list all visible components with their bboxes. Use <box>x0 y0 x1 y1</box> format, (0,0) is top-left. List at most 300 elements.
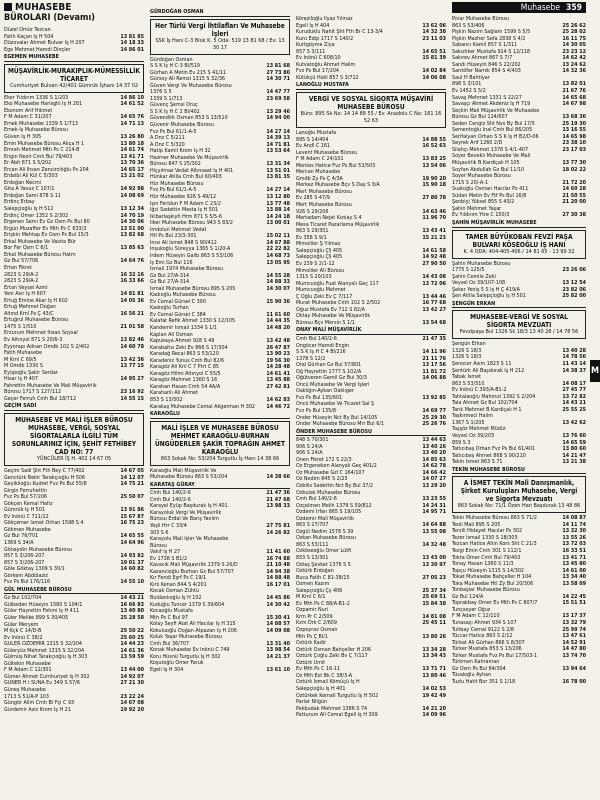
listing-name: Ergün Muzaffer Ev Mth Ps C 633/3 <box>4 225 87 232</box>
listing-phone: 13 12 54 <box>562 280 586 287</box>
listing-name: Kokuluoğlu Doğan Atpazarı İş H 206 <box>150 627 237 634</box>
listing-name: Kadıoğlu Muhasebe Bürosu <box>150 292 216 299</box>
listing-phone: 27 90 50 <box>422 260 446 267</box>
listing-phone: 25 26 76 <box>422 421 446 428</box>
listing-phone: 14 61 52 <box>120 101 144 108</box>
listing-name: Emin Muhasebe Bürosu Akça H 1 <box>4 140 85 147</box>
listing-name: Güngör Alim Cmh Bl Fçi C 93 <box>4 700 75 707</box>
listing-phone: 16 52 63 <box>422 143 446 150</box>
listing-name: Gz Bul 27/A-314 <box>150 272 190 279</box>
listing-phone: 13 44 46 <box>422 293 446 300</box>
listing-name: Özköseoğlu Ömer Lütfi <box>296 548 352 555</box>
listing-name: Ertan Veysel Azmi <box>4 284 48 291</box>
listing-name: Htl Ps Bul 23/3-301 <box>150 233 197 240</box>
listing-phone: 11 81 72 <box>422 368 446 375</box>
listing-phone: 13 34 28 <box>422 646 446 653</box>
listing-name: Düzel Ömür Tezcan <box>4 27 51 33</box>
listing-entry <box>452 459 586 466</box>
listing-phone: 13 58 09 <box>562 580 586 587</box>
listing-name: 906 S 24/A <box>296 443 323 450</box>
display-ad-box <box>4 413 144 466</box>
listing-name: Veysel Öz 39/107-108 <box>452 280 506 287</box>
listing-name: Fahrettin Muhasebe Ve Mali Müşavirlik <box>4 382 97 389</box>
listing-name: Emek Muhasebe 1339 S 1/713 <box>4 120 79 127</box>
listing-name: Gürsoy Ali Remzi 1315 S 32/36 <box>150 76 226 83</box>
listing-name: Tala Ahmet Gz Bul 102/704 <box>452 400 518 407</box>
listing-name: İkibarlaşkıyh Hrm 871 S 5/5-6 <box>150 213 222 220</box>
listing-name: F M Adam C 12/110 <box>452 613 500 620</box>
listing-name: Göle Göktay 1309 S 30/1 <box>4 566 65 573</box>
listing-phone: 14 61 58 <box>422 247 446 254</box>
listing-phone: 14 86 01 <box>120 46 144 53</box>
listing-name: Kalafat Refik Ahmet 1330 S 12/105 <box>150 318 236 325</box>
listing-name: 863 S 53/111 <box>296 541 329 548</box>
listing-phone: 15 51 51 <box>562 600 586 607</box>
listing-name: 863 S 27/707 <box>296 522 329 529</box>
section-heading: GÜRDOĞAN OSMAN <box>150 9 290 17</box>
listing-name: Gz Bul 124/A <box>452 593 484 600</box>
ad-title: MUHASEBE VE MALİ İŞLER BÜROSU MUHASEBE, VERGİ, SOSYAL SİGORTALARLA İLGİLİ TÜM SORUNLARINIZ İÇİN, ŞEHİT FETHİBEY CAD NO: 77 <box>11 415 137 456</box>
listing-phone: 25 28 02 <box>562 29 586 36</box>
listing-phone: 26 47 87 <box>266 344 290 351</box>
listing-phone: 13 80 26 <box>422 633 446 640</box>
listing-name: Ev Mth Ps C 16-11 <box>296 666 341 673</box>
listing-name: Şeker Yeniş 5 S İş H Ç 419/A <box>452 286 520 293</box>
listing-phone: 15 67 87 <box>120 513 144 520</box>
listing-name: Sandı Hüseyin 846 S 22/202 <box>452 61 521 68</box>
listing-phone: 13 42 62 <box>562 419 586 426</box>
listing-phone: 14 95 71 <box>422 509 446 516</box>
listing-entry <box>150 474 290 481</box>
listing-name: Gürhan A Metin Ev 215 S 41/11 <box>150 69 227 76</box>
listing-name: 857 S 3/206-207 <box>4 559 45 566</box>
listing-phone: 13 81 35 <box>266 174 290 181</box>
listing-phone: 13 17 56 <box>422 362 446 369</box>
listing-name: Salepçioğlu Ç§ 405 <box>296 247 343 254</box>
listing-phone: 13 80 46 <box>422 672 446 679</box>
listing-phone: 15 81 39 <box>422 55 446 62</box>
listing-name: Cmh Bul 140/2-6 <box>296 496 337 503</box>
listing-phone: 25 37 34 <box>422 587 446 594</box>
listing-phone: 14 47 80 <box>562 646 586 653</box>
listing-name: Kadıoğlu Turhan <box>150 305 189 312</box>
listing-name: Hatip Kamil Krom İş H 32 <box>150 148 211 155</box>
listing-name: 863 S 53/510 <box>452 380 485 387</box>
listing-phone: 14 07 27 <box>422 476 446 483</box>
listing-name: Şahin Cemile Zeki <box>452 273 496 280</box>
listing-name: Öz Nedim 845 S 2/23 <box>296 476 348 483</box>
listing-name: Mertadam Nejat Kızılay S 4 <box>296 215 362 222</box>
listing-entry <box>296 421 446 428</box>
listing-phone: 14 02 53 <box>422 685 446 692</box>
listing-phone: 13 32 79 <box>562 620 586 627</box>
section-heading: ŞENGÜN ERKAN <box>452 301 586 309</box>
listing-name: Türker Mustafa 853 S 13/206 <box>452 646 522 653</box>
listing-name: Egeli İş H 404 <box>296 22 330 29</box>
listing-name: Cmh Bul 140/2-6 <box>150 490 191 497</box>
listing-name: Kırlı Kenan 844 S 4/201 <box>150 581 207 588</box>
listing-name: Türkat Ali Gürhan 866 S 8/307 <box>452 639 525 646</box>
listing-phone: 14 65 76 <box>120 114 144 121</box>
listing-phone: 14 88 33 <box>266 279 290 286</box>
listing-name: 1339 S 1/713 <box>150 95 183 102</box>
listing-name: 1367 S 1/205 <box>452 419 485 426</box>
listing-phone: 14 21 20 <box>422 705 446 712</box>
listing-phone: 23 82 06 <box>562 286 586 293</box>
listing-phone: 14 48 20 <box>266 324 290 331</box>
listing-phone: 14 09 08 <box>266 627 290 634</box>
listing-phone: 11 43 14 <box>562 360 586 367</box>
listing-phone: 25 29 30 <box>422 414 446 421</box>
listing-phone: 13 42 27 <box>422 306 446 313</box>
listing-phone: 25 26 62 <box>562 22 586 29</box>
listing-name: İsmail 1974 Muhasebe Bürosu <box>150 266 224 273</box>
listing-name: M Krnl C 6/1 <box>296 594 326 601</box>
listing-name: Bürosu Bçv Mersin S 1/1 <box>296 319 355 326</box>
listing-phone: 21 47 35 <box>422 335 446 342</box>
listing-phone: 13 54 06 <box>422 162 446 169</box>
heading-title-line1: MUHASEBE <box>15 2 72 13</box>
section-heading: LANOĞLU MUSTAFA <box>296 82 446 90</box>
listing-phone: 14 92 48 <box>422 254 446 261</box>
listing-name: Karadeniz Yunus Cmh Bul 82/6 <box>150 357 225 364</box>
listing-phone: 13 40 20 <box>422 450 446 457</box>
listing-name: 1775 S 125/5 <box>452 267 485 274</box>
listing-name: Öz Mth Est Bk C 38/3-A <box>296 672 353 679</box>
listing-name: Bürosu 847 S 25/302 <box>150 161 201 168</box>
listing-phone: 14 55 15 <box>120 395 144 402</box>
listing-name: Toprakbay Ömer Ev Mth Ps C 807/7 <box>452 600 538 607</box>
listing-name: Ercan Ali İhsan Zencirciöğlu Ps 204 <box>4 166 89 173</box>
listing-entry <box>4 579 144 586</box>
listing-name: Özmen Kazım <box>296 581 330 588</box>
listing-name: 1378 S 12/2 <box>296 355 326 362</box>
listing-name: Şenocer Asım 1823 S 11 <box>452 360 512 367</box>
listing-phone: 23 69 58 <box>266 95 290 102</box>
listing-name: Soyer Beveklı Muhasebe Ve Mali <box>452 153 531 160</box>
listing-name: Güleryüz Mehmet 1315 S 32/204 <box>4 647 85 654</box>
listing-name: Müşavirlik B Kardiçalı H 105 <box>452 160 520 167</box>
listing-name: 1376 S 5 <box>150 89 172 96</box>
listing-name: Yeşil Hrr C 33/4 <box>150 523 187 529</box>
section-heading: KARAOĞLU <box>150 411 290 419</box>
listing-name: Kazancioğlu Burhan Gz Bul 57/707 <box>150 568 234 575</box>
listing-name: Mesa Ticaret Pazarlama Müşavirlik <box>296 221 380 228</box>
listing-name: Cmh Bul 36/707 <box>150 640 190 647</box>
listing-name: Salepçioğlu İş H 401 <box>296 685 346 692</box>
listing-name: 857 S 3/206-207 <box>4 553 45 560</box>
listing-phone: 22 22 82 <box>266 246 290 253</box>
listing-phone: 13 51 00 <box>120 225 144 232</box>
listing-phone: 14 26 82 <box>266 529 290 536</box>
ad-details: YÜNCÜLER İŞ H. 402 14 67 05 <box>36 455 112 462</box>
listing-name: Tahtalaoğlu Mahmut 1392 S 2/204 <box>452 393 536 400</box>
listing-phone: 13 40 80 <box>120 608 144 615</box>
display-ad-box <box>296 92 446 128</box>
listing-name: Soyer Muhasebe Bürosu <box>452 173 511 180</box>
listing-name: Salepçioğlu Iş H 512 <box>4 206 54 213</box>
listing-phone: 13 42 48 <box>266 338 290 345</box>
listing-name: Konak Muhasebe Ev İnönü C 749 <box>150 647 230 654</box>
listing-name: 926 S 29/206 <box>296 208 329 215</box>
listing-name: Özdemir Mali Müşavirlik <box>296 515 354 522</box>
listing-phone: 14 55 10 <box>120 579 144 586</box>
listing-name: Levent Muhasebe Bürosu <box>296 149 358 156</box>
listing-name: Ev 1738 S B1/2 <box>150 555 188 562</box>
listing-phone: 14 65 59 <box>562 439 586 446</box>
listing-name: Gümer Ahmet Cumhuriyet İş H 302 <box>4 673 90 680</box>
listing-name: Öncü Muhasebe Ve Vergi İşleri <box>296 381 370 388</box>
listing-name: Ertan Fikret <box>4 264 32 271</box>
listing-phone: 25 28 58 <box>120 615 144 622</box>
listing-phone: 14 65 98 <box>562 133 586 140</box>
listing-name: Emrah Mehmet Mth Ps C 214-B <box>4 147 80 154</box>
listing-phone: 14 46 72 <box>266 403 290 410</box>
listing-phone: 13 62 06 <box>422 22 446 29</box>
listing-phone: 14 18 33 <box>120 40 144 47</box>
listing-name: Karaoğlu Mali Müşavirlik Ve <box>150 467 217 474</box>
listing-phone: 13 32 30 <box>562 528 586 535</box>
listing-name: Taşkırmeci Halim <box>452 413 493 420</box>
listing-phone: 16 78 00 <box>562 678 586 685</box>
listing-phone: 19 01 37 <box>120 559 144 566</box>
listing-name: İğci Sadettin Mesta İş H 501 <box>150 207 218 214</box>
listing-name: Kutvatoğlu Ahmet Halim <box>296 61 356 68</box>
listing-name: Bürosu Gz Bul 124/607 <box>452 114 508 121</box>
listing-name: Taşşöz Mehmet Müdür <box>452 426 506 433</box>
listing-name: Gz Bul 27/A-314 <box>150 279 190 286</box>
listing-name: Ertuğ Mehmet Doğan <box>4 304 56 311</box>
listing-name: Kolay Seyfi Atat Ali Hacılar İş H 315 <box>150 621 236 628</box>
listing-name: Karagöz Mehmet 1360 S 16 <box>150 377 218 384</box>
listing-phone: 13 74 70 <box>562 652 586 659</box>
display-ad-box <box>4 64 144 93</box>
listing-name: GÜNER H İ SUNA Ev 349 S 57/6 <box>4 680 80 687</box>
listing-phone: 27 80 78 <box>422 195 446 202</box>
listing-phone: 14 95 27 <box>120 376 144 383</box>
alphabet-tab[interactable]: M <box>590 360 600 382</box>
listing-name: Kütükçü Halil 857 S 3/712 <box>296 74 359 81</box>
listing-phone: 13 55 08 <box>422 528 446 535</box>
listing-name: Eker Yıldırım 1336 S 1/203 <box>4 94 69 101</box>
listing-phone: 14 61 36 <box>120 647 144 654</box>
listing-phone: 13 31 40 <box>266 640 290 647</box>
listing-name: Tunçsoyer Oğuz <box>452 606 491 613</box>
listing-name: Yeni Asır İş H 607 <box>4 291 46 298</box>
listing-name: Tuhbay Cemal 9122 S 2/8 <box>452 626 515 633</box>
listing-name: Öztürkek Kemali Turgutlu İş H 502 <box>296 692 379 699</box>
listing-name: Muhasebe Bürosu 863 S 53/204 <box>150 474 228 481</box>
listing-phone: 14 62 78 <box>422 463 446 470</box>
listing-phone: 25 50 07 <box>120 494 144 501</box>
listing-phone: 14 94 00 <box>266 115 290 122</box>
listing-name: İnce Ali İsmet 848 S 90/412 <box>150 239 217 246</box>
listing-phone: 14 65 55 <box>120 533 144 540</box>
listing-phone: 14 75 21 <box>120 481 144 488</box>
page-number: 359 <box>566 2 582 13</box>
listing-entry <box>4 47 144 54</box>
listing-name: Gökçen Kemal Hafız <box>4 500 53 507</box>
listing-name: Geyiklioğlu Kudret Fvz Ps Bul 55/8 <box>4 481 87 488</box>
listing-name: İmdolun Mehmet Vedat <box>150 226 207 233</box>
ad-details: K. 4 ODA: 404-405-406 / 14 81 65 - 13 99 32 <box>463 248 575 255</box>
listing-name: Öral Gürhan Gz Bul 57/801 <box>296 362 362 369</box>
listing-name: Özpamir Nuri <box>296 607 329 614</box>
listing-name: Karayolu Mali İşler Ve Muhasebe <box>150 536 229 543</box>
listing-phone: 13 72 03 <box>562 541 586 548</box>
listing-name: Hür Muhasebe Bürosu <box>150 180 204 187</box>
listing-name: Öztürk Çoğlu Zeki Bv Ç 7/117 <box>296 653 368 660</box>
listing-phone: 13 34 40 <box>562 574 586 581</box>
listing-name: Emek-İş Muhasebe Bürosu <box>4 127 69 134</box>
listing-phone: 21 20 00 <box>562 199 586 206</box>
section-heading: EGEMEN MUHASEBE <box>4 54 144 62</box>
listing-phone: 13 45 80 <box>562 561 586 568</box>
ad-details: 863 Sokak No: 53/204 Turgutlu İş Hanı 14 38 66 <box>160 455 280 462</box>
listing-name: Ev 358 S 9/1 <box>296 234 327 241</box>
listing-name: Köreziloğlu İlyaz Yılmaz <box>296 16 353 22</box>
listing-name: Topçu Hüseyin 1315 S 14/302 <box>452 567 524 574</box>
listing-name: Erdinç Ömer 1352 S 2/302 <box>4 212 69 219</box>
listing-phone: 14 44 23 <box>120 641 144 648</box>
listing-name: Ev Cemal Gürsel C 300 <box>150 298 206 305</box>
listing-phone: 16 11 75 <box>562 35 586 42</box>
listing-phone: 14 21 37 <box>266 653 290 660</box>
listing-name: Hünkar Atilla Cmh Bul 60/403 <box>150 174 222 181</box>
listing-phone: 13 71 71 <box>422 666 446 673</box>
listing-phone: 13 82 68 <box>120 232 144 239</box>
listing-phone: 19 90 20 <box>422 175 446 182</box>
listing-name: Pişkin Mazher Sefa 2838 S 4/2 <box>452 35 526 42</box>
listing-name: Savaş Mehmet 1331 S 22/27 <box>452 94 522 101</box>
listing-phone: 13 81 68 <box>266 63 290 70</box>
listing-name: Ertuğ Emine Akar İş H 602 <box>4 297 68 304</box>
listing-name: Fvz Ps Bul 61/1-A-5 <box>150 187 197 194</box>
listing-name: İş Emi Gz Bul 116 <box>150 259 193 266</box>
listing-name: M Kçk C 14/D-B <box>4 628 42 635</box>
listing-entry <box>296 75 446 82</box>
listing-phone: 14 61 41 <box>266 370 290 377</box>
listing-column-3 <box>296 16 446 719</box>
listing-phone: 14 24 18 <box>266 213 290 220</box>
listing-name: Kocak Osman Zühtü <box>150 588 199 595</box>
listing-phone: 13 80 60 <box>562 446 586 453</box>
listing-phone: 14 61 74 <box>120 147 144 154</box>
listing-name: Eko Muhasebe Harisghi İş H 201 <box>4 101 83 108</box>
display-ad-box <box>150 421 290 466</box>
listing-name: Kuduğlu Tuncer 1379 S 39/604 <box>150 601 225 608</box>
listing-entry <box>452 293 586 300</box>
listing-phone: 14 27 14 <box>266 187 290 194</box>
listing-phone: 27 05 23 <box>422 574 446 581</box>
listing-name: Pekbudak Mehmet 1386 S 74 <box>296 705 368 712</box>
listing-phone: 25 50 22 <box>120 628 144 635</box>
listing-column-4 <box>452 16 586 685</box>
listing-name: Seyrek Arif 1260 2/D <box>452 140 503 147</box>
listing-name: Kocaoğlu Mustafa <box>150 608 193 615</box>
listing-name: Kzm Drk C 2/609 <box>296 620 337 627</box>
listing-name: Öncü Muhasebe Ve Ticaret Sal Ş <box>296 401 375 408</box>
listing-name: Ev Cemal Gürsel C 384 <box>150 311 206 318</box>
listing-phone: 23 16 92 <box>120 389 144 396</box>
listing-name: Tezcan Hatice Altın Kors Sht C 21/3 <box>452 541 537 548</box>
listing-name: Tuzlu Hatit Bor 351 S 1/18 <box>452 678 516 685</box>
display-ad-box <box>452 230 586 259</box>
listing-name: İlker Muhasebe Bürosu 943 S 83/2 <box>150 220 234 227</box>
listing-name: Veysel Öz 39/203 <box>452 432 495 439</box>
listing-name: Erdoğan Necmi <box>4 179 42 186</box>
listing-phone: 14 81 08 <box>422 613 446 620</box>
listing-name: Öztürk İsmail Kömüçü İş H <box>296 679 360 686</box>
listing-phone: 14 93 82 <box>120 553 144 560</box>
display-ad-box <box>150 19 290 55</box>
listing-phone: 13 91 86 <box>120 507 144 514</box>
listing-name: Buldanlıoğlu İş H 102 <box>150 595 202 602</box>
listing-name: Oğuz Mustafa Ev 712 S 82/A <box>296 306 365 313</box>
listing-phone: 16 32 16 <box>120 271 144 278</box>
listing-phone: 15 84 38 <box>422 600 446 607</box>
listing-phone: 25 82 00 <box>562 293 586 300</box>
listing-name: Ege Mehmet Hamdi Dinçler <box>4 46 71 53</box>
listing-phone: 14 08 69 <box>120 192 144 199</box>
listing-name: 303 S 6 <box>150 529 169 536</box>
listing-name: Gmdb Zy Ps Ç 4/3A <box>296 175 343 182</box>
listing-phone: 25 69 51 <box>422 594 446 601</box>
heading-square-icon <box>4 3 12 11</box>
listing-phone: 13 44 00 <box>120 667 144 674</box>
listing-name: Tokat Muhasebe Bahçeller H 104 <box>452 574 532 581</box>
listing-name: Ev 1452 S 5/2 <box>452 88 486 95</box>
listing-name: Gülbeden Hüseyin 1580 S 104/1 <box>4 601 83 608</box>
listing-name: Ergenen Semi Ev Gz Osm Ps Bul 80 <box>4 219 90 226</box>
listing-name: Işın Feridun F M Adam C 23/2 <box>150 200 221 207</box>
listing-name: Mert Muhasebe Bürosu <box>296 202 352 209</box>
listing-name: Öztürk Erdoğan <box>296 568 334 575</box>
listing-phone: 14 05 36 <box>120 297 144 304</box>
listing-phone: 13 85 63 <box>120 245 144 252</box>
listing-name: Gita A Yavuz C 107/1 <box>4 186 55 193</box>
listing-name: Fvz Ps Bul 135/601 <box>296 394 343 401</box>
listing-name: Pınar Muhasebe Bürosu <box>452 16 510 22</box>
listing-name: Karabaltsı Zeki Ev 866 S 17/304 <box>150 344 228 351</box>
listing-name: Mert Muhasebe Bürosu <box>296 188 352 195</box>
listing-name: Tokta Ömer Cmh Bul 79/403 <box>452 554 521 561</box>
listing-phone: 14 52 91 <box>562 639 586 646</box>
listing-name: Geçer Ferruh Cmh Bul 18/712 <box>4 395 77 402</box>
ad-details: 863 Sokak No: 71/1 Özen Han Başdurak 13 48 86 <box>457 503 581 510</box>
listing-phone: 14 47 77 <box>266 89 290 96</box>
listing-name: Ç Oğlu Zeki Ev Ç 7/117 <box>296 293 353 300</box>
listing-entry <box>452 679 586 686</box>
listing-phone: 14 61 00 <box>562 567 586 574</box>
listing-name: Fatih Kaçan Iş H 504 <box>4 33 54 40</box>
display-ad-box <box>452 310 586 339</box>
listing-name: İrdem Hüseyin Galib 863 S 53/106 <box>150 252 234 259</box>
listing-phone: 14 65 51 <box>422 48 446 55</box>
listing-phone: 14 66 42 <box>422 469 446 476</box>
listing-name: Karahanlı Ali Ahmet <box>150 390 198 397</box>
listing-name: Öztürk Kadir <box>296 640 327 647</box>
listing-phone: 13 77 15 <box>120 363 144 370</box>
listing-name: Ev İnönü C 608/10 <box>296 55 341 62</box>
listing-phone: 19 56 30 <box>266 357 290 364</box>
listing-phone: 13 21 02 <box>120 173 144 180</box>
listing-name: GÜLER ÖZDEMİR 1315 S 32/204 <box>4 641 83 648</box>
display-ad-box <box>452 476 586 513</box>
listing-phone: 14 22 45 <box>562 593 586 600</box>
listing-phone: 11 41 60 <box>266 549 290 556</box>
listing-name: Gz Bul 57/706 <box>4 258 39 265</box>
